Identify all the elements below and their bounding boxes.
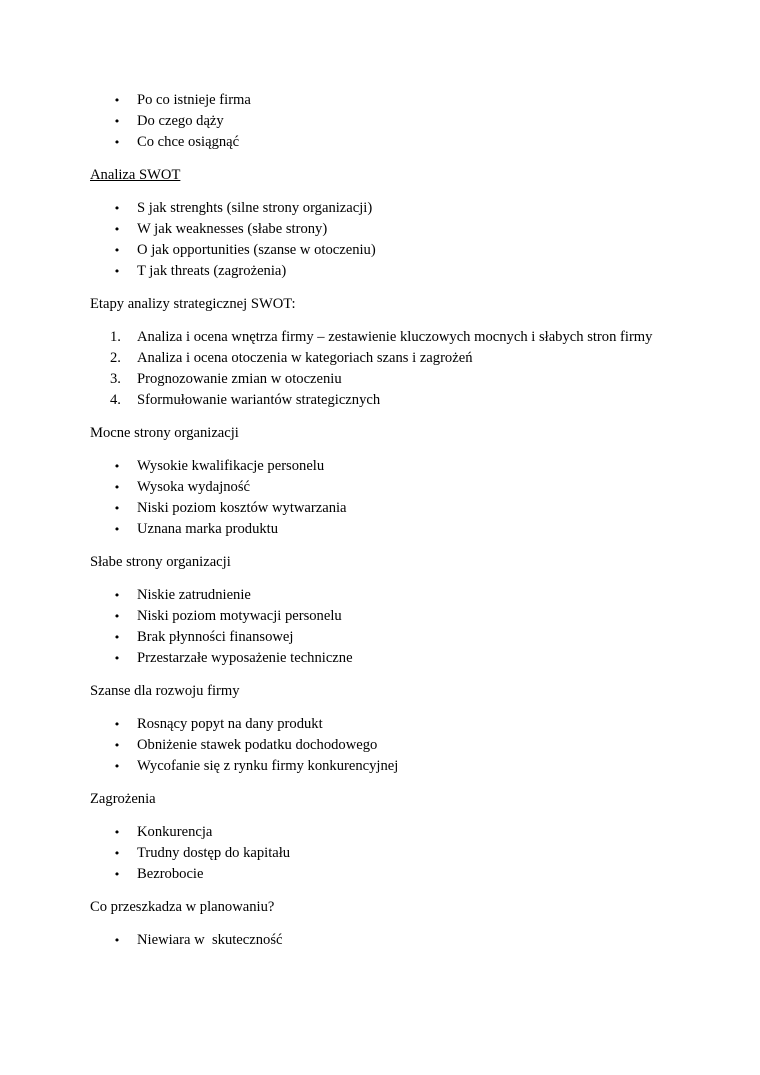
bullet-icon: • <box>113 502 121 515</box>
list-item: • Wysoka wydajność <box>90 477 670 498</box>
bullet-icon: • <box>113 223 121 236</box>
weaknesses-heading: Słabe strony organizacji <box>90 554 231 570</box>
bullet-icon: • <box>113 760 121 773</box>
list-item: • Do czego dąży <box>90 111 670 132</box>
bullet-icon: • <box>113 652 121 665</box>
list-item: • Uznana marka produktu <box>90 519 670 540</box>
planning-list <box>90 930 670 951</box>
list-item: • W jak weaknesses (słabe strony) <box>90 219 670 240</box>
swot-list <box>90 198 670 282</box>
list-item: • Co chce osiągnąć <box>90 132 670 153</box>
list-item: • T jak threats (zagrożenia) <box>90 261 670 282</box>
weaknesses-list <box>90 585 670 669</box>
list-item: • Brak płynności finansowej <box>90 627 670 648</box>
opportunities-list <box>90 714 670 777</box>
list-item: • Konkurencja <box>90 822 670 843</box>
strengths-list <box>90 456 670 540</box>
bullet-icon: • <box>113 847 121 860</box>
stages-list <box>90 327 670 411</box>
strengths-heading: Mocne strony organizacji <box>90 425 239 441</box>
bullet-icon: • <box>113 265 121 278</box>
list-item: • Niskie zatrudnienie <box>90 585 670 606</box>
list-item: • S jak strenghts (silne strony organizacji) <box>90 198 670 219</box>
list-item: • Niski poziom kosztów wytwarzania <box>90 498 670 519</box>
list-item: 4. Sformułowanie wariantów strategicznych <box>110 392 381 408</box>
document-page <box>90 90 670 963</box>
bullet-icon: • <box>113 523 121 536</box>
bullet-icon: • <box>113 136 121 149</box>
list-item: • Niewiara w skuteczność <box>90 930 670 951</box>
opportunities-heading: Szanse dla rozwoju firmy <box>90 683 240 699</box>
list-item: • Bezrobocie <box>90 864 670 885</box>
list-item: • Po co istnieje firma <box>90 90 670 111</box>
list-item: 2. Analiza i ocena otoczenia w kategoriach szans i zagrożeń <box>110 350 473 366</box>
bullet-icon: • <box>113 481 121 494</box>
list-item: • Rosnący popyt na dany produkt <box>90 714 670 735</box>
threats-heading: Zagrożenia <box>90 791 156 807</box>
bullet-icon: • <box>113 244 121 257</box>
bullet-icon: • <box>113 202 121 215</box>
list-item: • O jak opportunities (szanse w otoczeniu) <box>90 240 670 261</box>
list-item: • Przestarzałe wyposażenie techniczne <box>90 648 670 669</box>
bullet-icon: • <box>113 868 121 881</box>
threats-list <box>90 822 670 885</box>
list-item: 1. Analiza i ocena wnętrza firmy – zestawienie kluczowych mocnych i słabych stron firmy <box>110 329 653 345</box>
bullet-icon: • <box>113 115 121 128</box>
bullet-icon: • <box>113 718 121 731</box>
list-item: • Obniżenie stawek podatku dochodowego <box>90 735 670 756</box>
bullet-icon: • <box>113 739 121 752</box>
list-item: • Wysokie kwalifikacje personelu <box>90 456 670 477</box>
bullet-icon: • <box>113 610 121 623</box>
bullet-icon: • <box>113 94 121 107</box>
swot-heading: Analiza SWOT <box>90 167 181 183</box>
stages-heading: Etapy analizy strategicznej SWOT: <box>90 296 296 312</box>
planning-heading: Co przeszkadza w planowaniu? <box>90 899 275 915</box>
bullet-icon: • <box>113 934 121 947</box>
list-item: • Trudny dostęp do kapitału <box>90 843 670 864</box>
intro-list <box>90 90 670 153</box>
bullet-icon: • <box>113 589 121 602</box>
list-item: 3. Prognozowanie zmian w otoczeniu <box>110 371 342 387</box>
bullet-icon: • <box>113 460 121 473</box>
list-item: • Wycofanie się z rynku firmy konkurencyjnej <box>90 756 670 777</box>
list-item: • Niski poziom motywacji personelu <box>90 606 670 627</box>
bullet-icon: • <box>113 826 121 839</box>
bullet-icon: • <box>113 631 121 644</box>
